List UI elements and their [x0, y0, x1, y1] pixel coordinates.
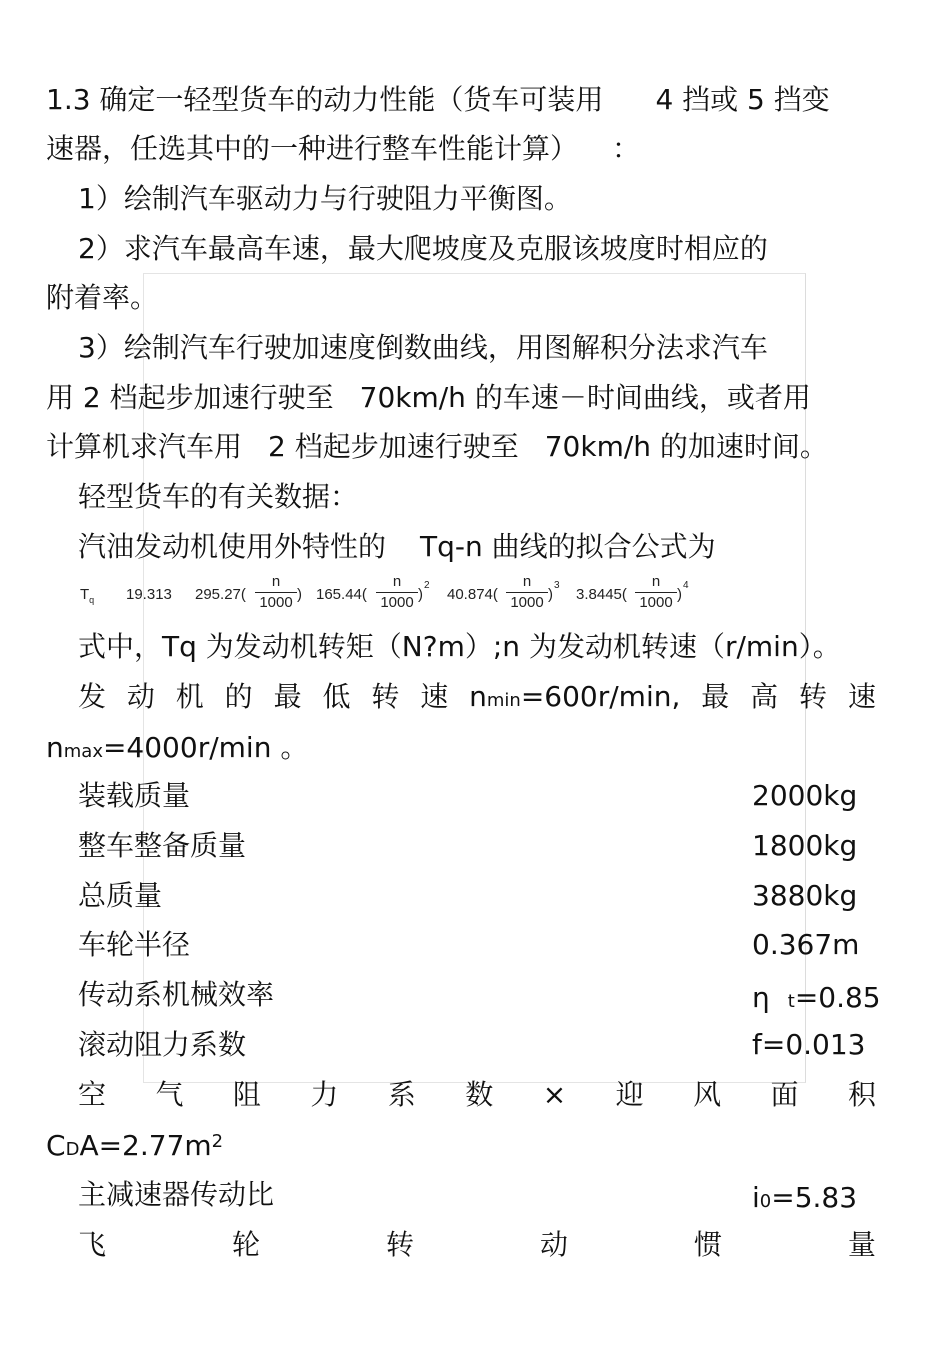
task-3-line3	[46, 427, 828, 467]
data-heading: 轻型货车的有关数据：	[78, 480, 359, 513]
formula-where-line: 式中，Tq 为发动机转矩（N?m）;n 为发动机转速（r/min）。	[78, 630, 841, 663]
param-value: 0.367m	[752, 928, 860, 961]
formula-power-3: 3	[554, 580, 560, 591]
param-value: η t=0.85	[752, 981, 881, 1014]
formula-intro	[78, 527, 716, 567]
formula-c2: 165.44(	[316, 586, 367, 603]
param-value: f=0.013	[752, 1028, 866, 1061]
formula-close-2: )	[418, 586, 423, 603]
nmax-value: nmax=4000r/min 。	[46, 731, 309, 764]
task-3-line2	[46, 378, 811, 418]
formula-c4: 3.8445(	[576, 586, 627, 603]
task-3-line2-part2: 70km/h 的车速－时间曲线，或者用	[359, 381, 811, 414]
engine-speed-line: 发 动 机 的 最 低 转 速 nmin=600r/min, 最 高 转 速	[78, 677, 876, 721]
nmin-value: nmin=600r/min,	[469, 680, 681, 713]
formula-close-4: )	[677, 586, 682, 603]
formula-intro-part1: 汽油发动机使用外特性的	[78, 530, 387, 563]
param-value: 1800kg	[752, 829, 858, 862]
title-colon: ：	[612, 132, 641, 165]
task-2-line2: 附着率。	[46, 281, 159, 314]
final-drive-value: i0=5.83	[752, 1181, 858, 1214]
formula-c3: 40.874(	[447, 586, 498, 603]
formula-fraction-3: n 1000	[506, 572, 548, 613]
problem-title-line2	[46, 129, 640, 169]
task-3-line1: 3）绘制汽车行驶加速度倒数曲线，用图解积分法求汽车	[78, 331, 768, 364]
title-line2-text: 速器，任选其中的一种进行整车性能计算）	[46, 132, 579, 165]
title-gear-text: 4 挡或 5 挡变	[655, 83, 830, 116]
formula-fraction-4: n 1000	[635, 572, 677, 613]
param-value: 3880kg	[752, 879, 858, 912]
task-3-line3-part3: 70km/h 的加速时间。	[544, 430, 828, 463]
problem-title	[46, 80, 830, 120]
param-label: 传动系机械效率	[78, 978, 275, 1011]
final-drive-label: 主减速器传动比	[78, 1178, 275, 1211]
flywheel-line: 飞 轮 转 动 惯 量	[78, 1228, 876, 1261]
formula-c1: 295.27(	[195, 586, 246, 603]
formula-power-2: 2	[424, 580, 430, 591]
cda-value: $CDA=2.77m^2$	[46, 1129, 224, 1162]
formula-fraction-2: n 1000	[376, 572, 418, 613]
param-label: 总质量	[78, 879, 163, 912]
formula-c0: 19.313	[126, 586, 172, 603]
formula-close-3: )	[548, 586, 553, 603]
formula-fraction-1: n 1000	[255, 572, 297, 613]
task-3-line3-part2: 2 档起步加速行驶至	[268, 430, 519, 463]
task-2-line1: 2）求汽车最高车速，最大爬坡度及克服该坡度时相应的	[78, 232, 768, 265]
formula-lhs: $T_q$	[80, 586, 95, 605]
param-label: 滚动阻力系数	[78, 1028, 247, 1061]
task-3-line3-part1: 计算机求汽车用	[46, 430, 243, 463]
param-label: 车轮半径	[78, 928, 191, 961]
param-value: 2000kg	[752, 779, 858, 812]
param-label: 整车整备质量	[78, 829, 247, 862]
air-resistance-line: 空 气 阻 力 系 数 × 迎 风 面 积	[78, 1078, 876, 1111]
title-text: 1.3 确定一轻型货车的动力性能（货车可装用	[46, 83, 604, 116]
param-label: 装载质量	[78, 779, 191, 812]
formula-intro-part2: Tq-n 曲线的拟合公式为	[420, 530, 716, 563]
task-1: 1）绘制汽车驱动力与行驶阻力平衡图。	[78, 182, 572, 215]
formula-power-4: 4	[683, 580, 689, 591]
formula-close-1: )	[297, 586, 302, 603]
task-3-line2-part1: 用 2 档起步加速行驶至	[46, 381, 334, 414]
